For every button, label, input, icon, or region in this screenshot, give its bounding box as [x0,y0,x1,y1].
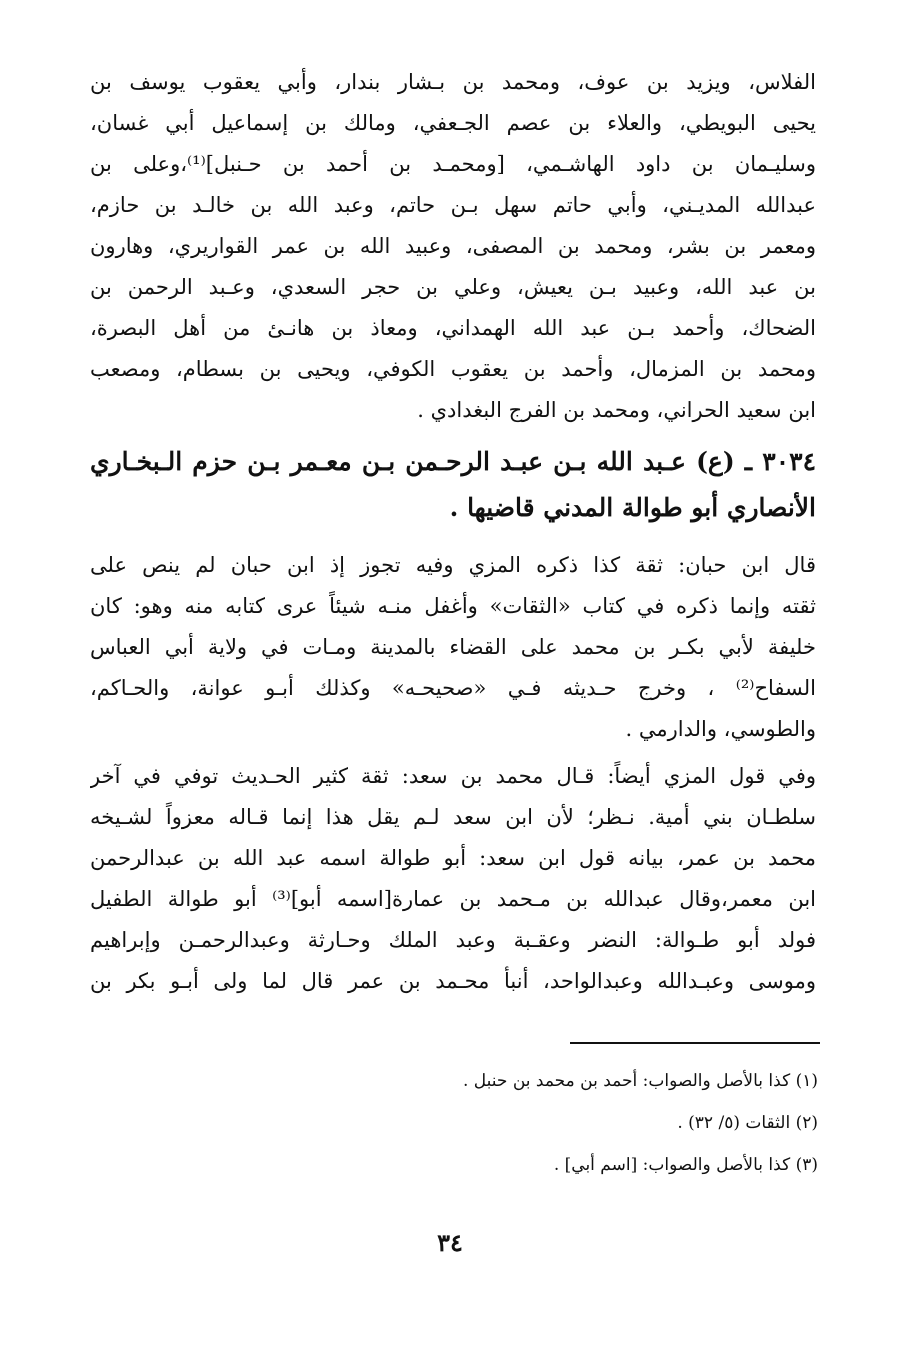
footnote: (٢) الثقات (٥/ ٣٢) . [677,1113,818,1133]
text-line: خليفة لأبي بكـر بن محمد على القضاء بالمدينة ومـات في ولاية أبي العباس [90,635,816,659]
text-line: الضحاك، وأحمد بـن عبد الله الهمداني، ومعاذ بن هانـئ من أهل البصرة، [90,316,816,340]
text-line: وسليـمان بن داود الهاشـمي، [ومحمـد بن أحمد بن حـنبل]⁽¹⁾،وعلى بن [90,152,816,176]
paragraph-3 [90,756,816,1002]
text-line: وموسى وعبـدالله وعبدالواحد، أنبأ محـمد بن عمر قال لما ولى أبـو بكر بن [90,969,816,993]
text-line: ابن سعيد الحراني، ومحمد بن الفرج البغدادي . [417,398,816,422]
page-number: ٣٤ [437,1228,463,1257]
entry-heading [90,439,816,531]
footnote-divider [570,1042,820,1044]
text-line: ثقته وإنما ذكره في كتاب «الثقات» وأغفل منـه شيئاً عرى كتابه منه وهو: كان [90,594,816,618]
paragraph-2 [90,545,816,750]
text-line: ومعمر بن بشر، ومحمد بن المصفى، وعبيد الله بن عمر القواريري، وهارون [90,234,816,258]
footnote: (٣) كذا بالأصل والصواب: [اسم أبي] . [553,1155,818,1175]
text-line: وفي قول المزي أيضاً: قـال محمد بن سعد: ثقة كثير الحـديث توفي في آخر [90,764,816,788]
text-line: سلطـان بني أمية. نـظر؛ لأن ابن سعد لـم يقل هذا إنما قـاله معزواً لشـيخه [90,805,816,829]
heading-line: ٣٠٣٤ ـ (ع) عـبد الله بـن عبـد الرحـمن بـن معـمر بـن حزم الـبخـاري [90,447,816,476]
text-line: والطوسي، والدارمي . [625,717,816,741]
main-text [90,62,816,1002]
text-line: ومحمد بن المزمال، وأحمد بن يعقوب الكوفي، ويحيى بن بسطام، ومصعب [90,357,816,381]
footnote: (١) كذا بالأصل والصواب: أحمد بن محمد بن حنبل . [462,1071,818,1091]
text-line: ابن معمر،وقال عبدالله بن مـحمد بن عمارة[اسمه أبو]⁽³⁾ أبو طوالة الطفيل [90,887,816,911]
text-line: السفاح⁽²⁾ ، وخرج حـديثه فـي «صحيحـه» وكذلك أبـو عوانة، والحـاكم، [90,676,816,700]
text-line: محمد بن عمر، بيانه قول ابن سعد: أبو طوالة اسمه عبد الله بن عبدالرحمن [90,846,816,870]
text-line: فولد أبو طـوالة: النضر وعقـبة وعبد الملك وحـارثة وعبدالرحمـن وإبراهيم [90,928,816,952]
text-line: الفلاس، ويزيد بن عوف، ومحمد بن بـشار بندار، وأبي يعقوب يوسف بن [90,70,816,94]
text-line: عبدالله المديـني، وأبي حاتم سهل بـن حاتم، وعبد الله بن خالـد بن حازم، [90,193,816,217]
text-line: بن عبد الله، وعبيد بـن يعيش، وعلي بن حجر السعدي، وعـبد الرحمن بن [90,275,816,299]
heading-line: الأنصاري أبو طوالة المدني قاضيها . [449,493,816,522]
footnotes [300,1060,818,1186]
text-line: قال ابن حبان: ثقة كذا ذكره المزي وفيه تجوز إذ ابن حبان لم ينص على [90,553,816,577]
paragraph-1 [90,62,816,431]
text-line: يحيى البويطي، والعلاء بن عصم الجـعفي، ومالك بن إسماعيل أبي غسان، [90,111,816,135]
